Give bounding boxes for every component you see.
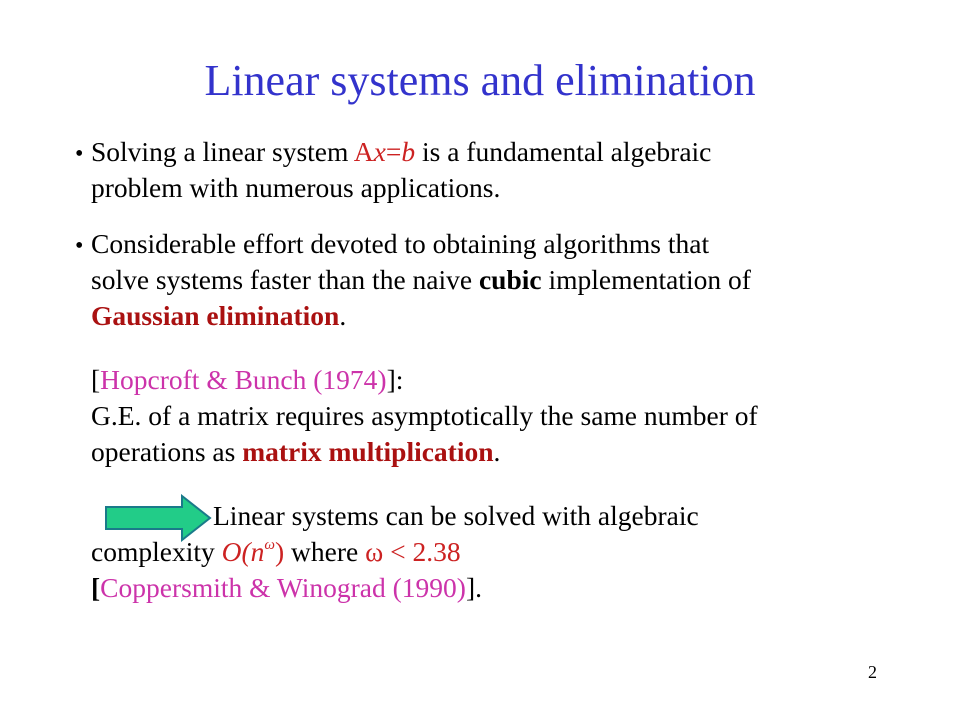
conclusion-block: [91, 498, 699, 606]
equals-symbol: =: [385, 136, 402, 167]
bullet-2-line-2: [91, 262, 751, 298]
matrix-symbol: A: [353, 136, 374, 167]
bullet-1-line-2: problem with numerous applications.: [91, 172, 501, 203]
text: where: [284, 536, 366, 567]
exponent-omega: ω: [264, 536, 275, 553]
emphasis-text: Gaussian elimination: [91, 300, 340, 331]
text: operations as: [91, 436, 243, 467]
text: complexity: [91, 536, 222, 567]
bullet-1: [91, 134, 711, 206]
reference-line-2: G.E. of a matrix requires asymptotically the same number of: [91, 400, 758, 431]
citation: Hopcroft & Bunch (1974): [100, 364, 387, 395]
citation: Coppersmith & Winograd (1990): [100, 572, 466, 603]
text: is a fundamental algebraic: [415, 136, 712, 167]
bullet-dot: •: [75, 233, 84, 259]
page-number: 2: [868, 662, 877, 682]
text: .: [493, 436, 501, 467]
conclusion-line-2: [91, 534, 699, 570]
reference-block: [91, 362, 758, 470]
bullet-2-line-1: Considerable effort devoted to obtaining algorithms that: [91, 228, 710, 259]
bracket: [: [91, 364, 101, 395]
vector-symbol: x: [373, 136, 386, 167]
conclusion-line-3: [91, 570, 699, 606]
complexity-expression-close: ): [274, 536, 285, 567]
conclusion-line-1: Linear systems can be solved with algebraic: [213, 500, 699, 531]
bracket: [: [91, 572, 101, 603]
bracket: ]:: [386, 364, 404, 395]
bullet-1-line-1: [91, 134, 711, 170]
omega-bound: ω < 2.38: [365, 536, 461, 567]
complexity-expression: O(n: [221, 536, 265, 567]
reference-line-3: [91, 434, 758, 470]
bullet-dot: •: [75, 141, 84, 167]
reference-line-1: [91, 362, 758, 398]
slide-title: Linear systems and elimination: [204, 56, 756, 105]
bullet-2-line-3: [91, 298, 751, 334]
emphasis-text: matrix multiplication: [242, 436, 494, 467]
emphasis-text: cubic: [478, 264, 542, 295]
text: Solving a linear system: [91, 136, 354, 167]
bullet-2: [91, 226, 751, 334]
vector-symbol: b: [401, 136, 416, 167]
bracket: ].: [465, 572, 482, 603]
text: .: [339, 300, 347, 331]
text: solve systems faster than the naive: [91, 264, 479, 295]
text: implementation of: [541, 264, 751, 295]
